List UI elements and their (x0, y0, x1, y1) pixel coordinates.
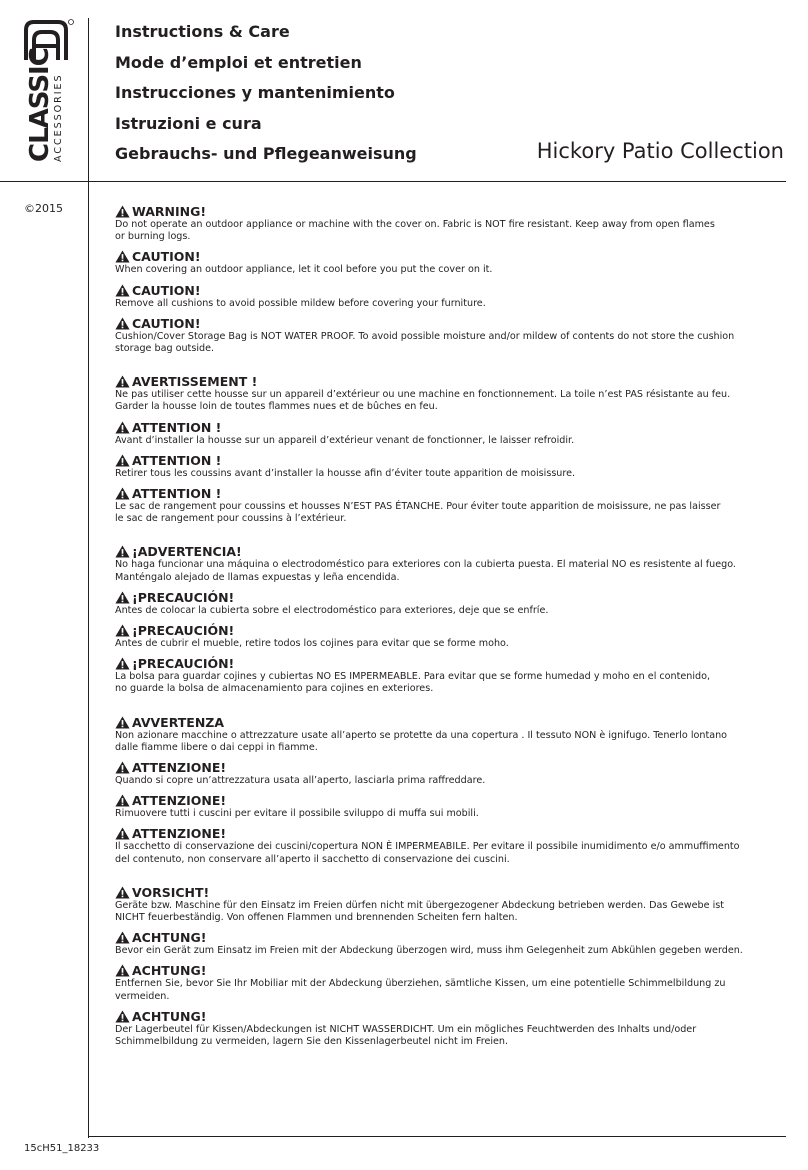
warning-triangle-icon (115, 284, 132, 297)
notice-heading (115, 963, 775, 978)
copyright: ©2015 (24, 202, 63, 215)
document-id: 15cH51_18233 (24, 1143, 100, 1154)
notice-item (115, 486, 775, 525)
notice-heading-text: ¡PRECAUCIÓN! (132, 589, 235, 605)
notice-heading-text: CAUTION! (132, 315, 201, 331)
notice-heading (115, 760, 775, 775)
notice-body: Ne pas utiliser cette housse sur un appareil d’extérieur ou une machine en fonctionnement. La toile n’est PAS résistante au feu. Garder la housse loin de toutes flammes nues et de bûches en feu. (115, 389, 731, 413)
footer-divider (88, 1136, 786, 1137)
notice-heading-text: ¡PRECAUCIÓN! (132, 656, 235, 672)
warning-triangle-icon (115, 454, 132, 467)
notice-heading (115, 420, 775, 435)
notice-body: Non azionare macchine o attrezzature usate all’aperto se protette da una copertura . Il tessuto NON è ignifugo. Tenerlo lontano dalle fiamme libere o dai ceppi in fiamme. (115, 729, 728, 753)
warning-triangle-icon (115, 964, 132, 977)
notice-item (115, 760, 775, 787)
notice-body: Cushion/Cover Storage Bag is NOT WATER PROOF. To avoid possible moisture and/or mildew of contents do not store the cushion storage bag outside. (115, 330, 735, 355)
notice-heading (115, 453, 775, 468)
warning-triangle-icon (115, 794, 132, 807)
notice-heading (115, 793, 775, 808)
notice-item (115, 204, 775, 243)
notice-item (115, 793, 775, 820)
notice-item (115, 826, 775, 865)
brand-name: CLASSIC (25, 48, 55, 162)
notice-item (115, 249, 775, 276)
notice-heading (115, 204, 775, 219)
notice-body: La bolsa para guardar cojines y cubiertas NO ES IMPERMEABLE. Para evitar que se forme humedad y moho en el contenido, no guarde la bolsa de almacenamiento para cojines en exteriores. (115, 671, 711, 695)
notice-heading-text: ATTENZIONE! (132, 793, 227, 809)
notice-section-spanish (115, 544, 775, 695)
warning-triangle-icon (115, 545, 132, 558)
notice-body: Remove all cushions to avoid possible mildew before covering your furniture. (115, 297, 486, 309)
notice-heading (115, 374, 775, 389)
notice-heading-text: ATTENTION ! (132, 486, 222, 502)
warning-triangle-icon (115, 421, 132, 434)
notice-heading (115, 656, 775, 671)
notice-item (115, 963, 775, 1002)
notice-heading-text: ¡PRECAUCIÓN! (132, 623, 235, 639)
notice-item (115, 885, 775, 924)
notice-content (115, 204, 775, 1067)
notice-heading (115, 316, 775, 331)
notice-heading-text: CAUTION! (132, 282, 201, 298)
brand-subtitle: ACCESSORIES (53, 73, 64, 162)
notice-heading (115, 826, 775, 841)
notice-body: Der Lagerbeutel für Kissen/Abdeckungen ist NICHT WASSERDICHT. Um ein mögliches Feuchtwerden des Inhalts und/oder Schimmelbildung zu vermeiden, lagern Sie den Kissenlagerbeutel nicht im Freien. (115, 1023, 697, 1048)
notice-heading (115, 249, 775, 264)
notice-heading-text: VORSICHT! (132, 884, 210, 900)
notice-item (115, 715, 775, 754)
notice-heading (115, 1009, 775, 1024)
notice-heading (115, 283, 775, 298)
notice-item (115, 544, 775, 583)
warning-triangle-icon (115, 624, 132, 637)
warning-triangle-icon (115, 205, 132, 218)
notice-heading-text: ATTENTION ! (132, 419, 222, 435)
notice-item (115, 590, 775, 617)
notice-heading-text: AVERTISSEMENT ! (132, 374, 258, 390)
notice-item (115, 420, 775, 447)
notice-heading (115, 930, 775, 945)
notice-item (115, 623, 775, 650)
notice-body: No haga funcionar una máquina o electrodoméstico para exteriores con la cubierta puesta. El material NO es resistente al fuego. Manténgalo alejado de llamas expuestas y leña encendida. (115, 559, 736, 583)
notice-heading (115, 486, 775, 501)
notice-heading-text: WARNING! (132, 204, 207, 219)
collection-name: Hickory Patio Collection (536, 139, 784, 163)
title-italian: Istruzioni e cura (115, 113, 262, 133)
notice-heading-text: ATTENZIONE! (132, 826, 227, 842)
warning-triangle-icon (115, 931, 132, 944)
notice-body: When covering an outdoor appliance, let it cool before you put the cover on it. (115, 264, 493, 276)
notice-body: Geräte bzw. Maschine für den Einsatz im Freien dürfen nicht mit übergezogener Abdeckung betrieben werden. Das Gewebe ist NICHT feuerbeständig. Von offenen Flammen und brennenden Scheiten fern halten. (115, 899, 724, 924)
title-list (115, 22, 417, 175)
notice-heading-text: ATTENZIONE! (132, 760, 227, 776)
title-german: Gebrauchs- und Pflegeanweisung (115, 144, 417, 163)
notice-item (115, 453, 775, 480)
notice-body: Il sacchetto di conservazione dei cuscini/copertura NON È IMPERMEABILE. Per evitare il possibile inumidimento e/o ammuffimento del contenuto, non conservare all’aperto il sacchetto di conservazione dei cuscini. (115, 841, 740, 865)
notice-section-german (115, 885, 775, 1048)
vertical-divider (88, 18, 89, 1138)
warning-triangle-icon (115, 886, 132, 899)
notice-heading (115, 544, 775, 559)
notice-section-italian (115, 715, 775, 866)
warning-triangle-icon (115, 487, 132, 500)
warning-triangle-icon (115, 657, 132, 670)
notice-item (115, 656, 775, 695)
notice-body: Antes de cubrir el mueble, retire todos los cojines para evitar que se forme moho. (115, 638, 509, 650)
warning-triangle-icon (115, 317, 132, 330)
notice-heading-text: ¡ADVERTENCIA! (132, 544, 242, 560)
title-english: Instructions & Care (115, 22, 290, 41)
warning-triangle-icon (115, 1010, 132, 1023)
title-french: Mode d’emploi et entretien (115, 52, 362, 72)
notice-section-english (115, 204, 775, 355)
notice-body: Quando si copre un’attrezzatura usata all’aperto, lasciarla prima raffreddare. (115, 775, 486, 787)
notice-heading-text: ATTENTION ! (132, 452, 222, 468)
warning-triangle-icon (115, 375, 132, 388)
notice-body: Entfernen Sie, bevor Sie Ihr Mobiliar mit der Abdeckung überziehen, sämtliche Kissen, um eine potentielle Schimmelbildung zu vermeiden. (115, 978, 726, 1002)
warning-triangle-icon (115, 716, 132, 729)
notice-heading-text: ACHTUNG! (132, 963, 207, 979)
notice-item (115, 374, 775, 413)
notice-body: Antes de colocar la cubierta sobre el electrodoméstico para exteriores, deje que se enfríe. (115, 604, 549, 616)
notice-item (115, 283, 775, 310)
notice-body: Le sac de rangement pour coussins et housses N’EST PAS ÉTANCHE. Pour éviter toute apparition de moisissure, ne pas laisser le sac de rangement pour coussins à l’extérieur. (115, 501, 721, 525)
warning-triangle-icon (115, 250, 132, 263)
notice-heading (115, 623, 775, 638)
notice-heading-text: AVVERTENZA (132, 714, 225, 730)
notice-body: Bevor ein Gerät zum Einsatz im Freien mit der Abdeckung überzogen wird, muss ihm Gelegenheit zum Abkühlen gegeben werden. (115, 945, 743, 957)
notice-body: Retirer tous les coussins avant d’installer la housse afin d’éviter toute apparition de moisissure. (115, 467, 576, 479)
title-spanish: Instrucciones y mantenimiento (115, 83, 395, 102)
notice-item (115, 316, 775, 355)
warning-triangle-icon (115, 827, 132, 840)
notice-body: Do not operate an outdoor appliance or machine with the cover on. Fabric is NOT fire resistant. Keep away from open flames or burning logs. (115, 219, 715, 243)
notice-body: Avant d’installer la housse sur un appareil d’extérieur venant de fonctionner, le laisser refroidir. (115, 434, 575, 446)
notice-section-french (115, 374, 775, 525)
warning-triangle-icon (115, 591, 132, 604)
warning-triangle-icon (115, 761, 132, 774)
notice-body: Rimuovere tutti i cuscini per evitare il possibile sviluppo di muffa sui mobili. (115, 808, 479, 820)
header-divider (0, 181, 786, 182)
notice-heading-text: CAUTION! (132, 249, 201, 265)
notice-heading-text: ACHTUNG! (132, 1008, 207, 1024)
notice-item (115, 930, 775, 957)
notice-heading-text: ACHTUNG! (132, 930, 207, 946)
notice-heading (115, 885, 775, 900)
notice-heading (115, 715, 775, 730)
notice-heading (115, 590, 775, 605)
notice-item (115, 1009, 775, 1048)
